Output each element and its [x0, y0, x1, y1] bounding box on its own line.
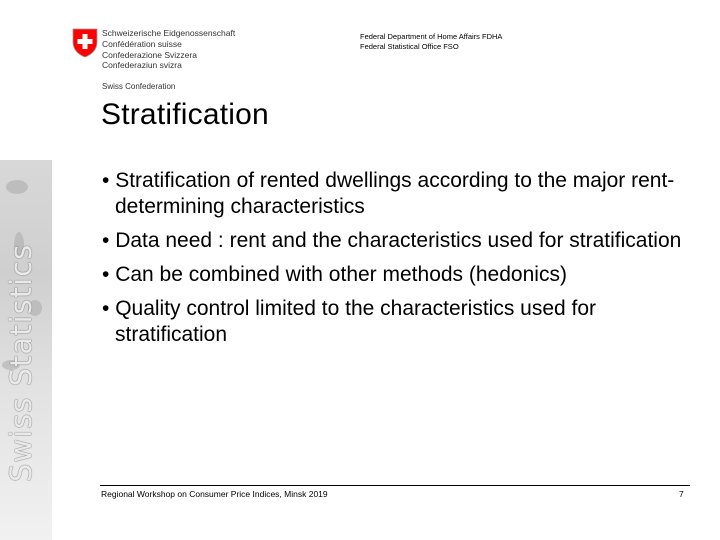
page-number: 7: [679, 489, 684, 499]
office-name: Federal Statistical Office FSO: [360, 42, 459, 51]
bullet-text: Data need : rent and the characteristics used for stratification: [115, 229, 682, 252]
footer-divider: [100, 485, 690, 486]
footer-text: Regional Workshop on Consumer Price Indices, Minsk 2019: [101, 489, 328, 499]
bullet-item: • Can be combined with other methods (hedonics): [102, 263, 567, 286]
slide-title: Stratification: [101, 98, 269, 131]
confederation-fr: Confédération suisse: [102, 38, 182, 49]
confederation-de: Schweizerische Eidgenossenschaft: [102, 28, 236, 38]
confederation-it: Confederazione Svizzera: [102, 49, 197, 60]
bullet-item: • Stratification of rented dwellings according to the major rent-determining characteristics: [102, 169, 675, 218]
bullet-item: • Data need : rent and the characteristics used for stratification: [102, 229, 682, 252]
confederation-names: [102, 28, 235, 71]
swiss-coat-of-arms-icon: [72, 28, 98, 58]
department-info: [360, 32, 502, 52]
bullet-item: • Quality control limited to the characteristics used for stratification: [102, 297, 597, 346]
confederation-rm: Confederaziun svizra: [102, 60, 182, 71]
bullet-text: Stratification of rented dwellings according to the major rent-determining characteristics: [115, 169, 675, 218]
confederation-en: Swiss Confederation: [102, 82, 176, 91]
department-name: Federal Department of Home Affairs FDHA: [360, 32, 503, 41]
bullet-text: Quality control limited to the characteristics used for stratification: [115, 297, 597, 346]
bullet-text: Can be combined with other methods (hedonics): [115, 263, 567, 286]
swiss-statistics-brand: Swiss Statistics: [4, 243, 38, 482]
bullet-list: [102, 168, 702, 356]
